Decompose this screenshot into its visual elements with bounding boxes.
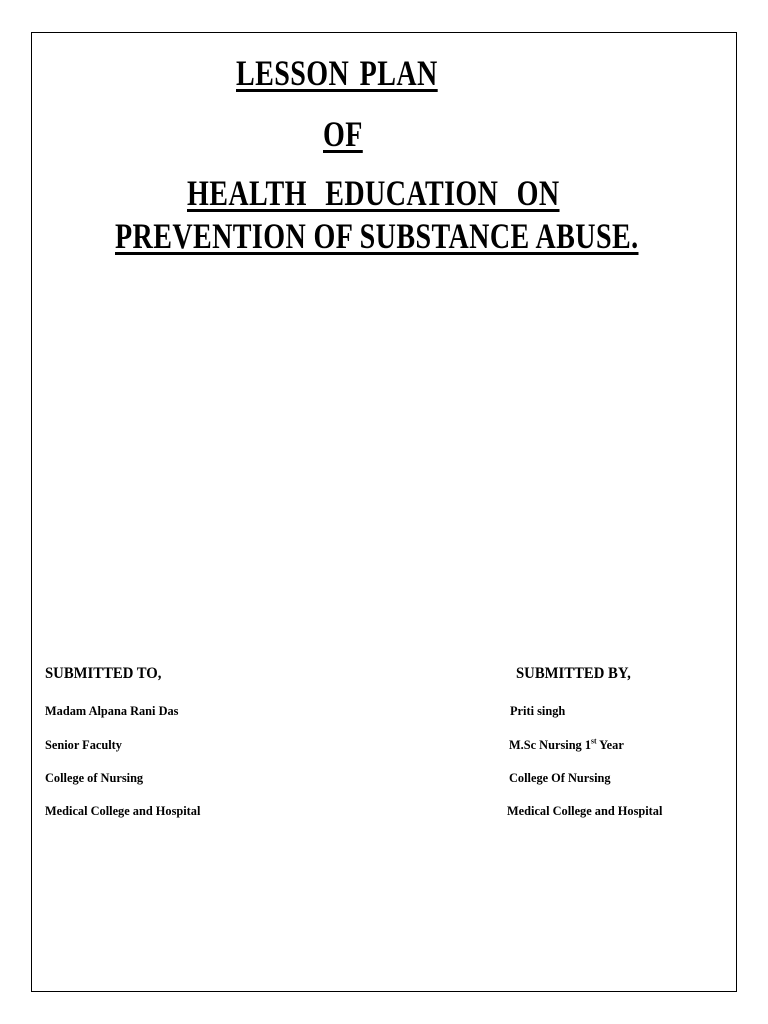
- course-suffix: Year: [596, 737, 624, 752]
- title-of: OF: [323, 114, 363, 154]
- title-health-education: HEALTH EDUCATION ON: [187, 173, 560, 213]
- title-prevention: PREVENTION OF SUBSTANCE ABUSE.: [115, 216, 639, 256]
- course-prefix: M.Sc Nursing 1: [509, 737, 591, 752]
- submitted-to-name: Madam Alpana Rani Das: [45, 703, 179, 718]
- submitted-by-college: College Of Nursing: [509, 770, 611, 785]
- submitted-to-designation: Senior Faculty: [45, 737, 122, 752]
- submitted-to-heading: SUBMITTED TO,: [45, 665, 162, 682]
- submitted-to-college: College of Nursing: [45, 770, 144, 785]
- title-lesson-plan: LESSON PLAN: [236, 53, 438, 93]
- submitted-by-institution: Medical College and Hospital: [507, 803, 663, 818]
- submitted-by-name: Priti singh: [510, 703, 566, 718]
- submitted-by-heading: SUBMITTED BY,: [516, 665, 631, 682]
- submitted-to-institution: Medical College and Hospital: [45, 803, 201, 818]
- submitted-by-course: [509, 737, 624, 753]
- course-superscript: st: [590, 736, 597, 746]
